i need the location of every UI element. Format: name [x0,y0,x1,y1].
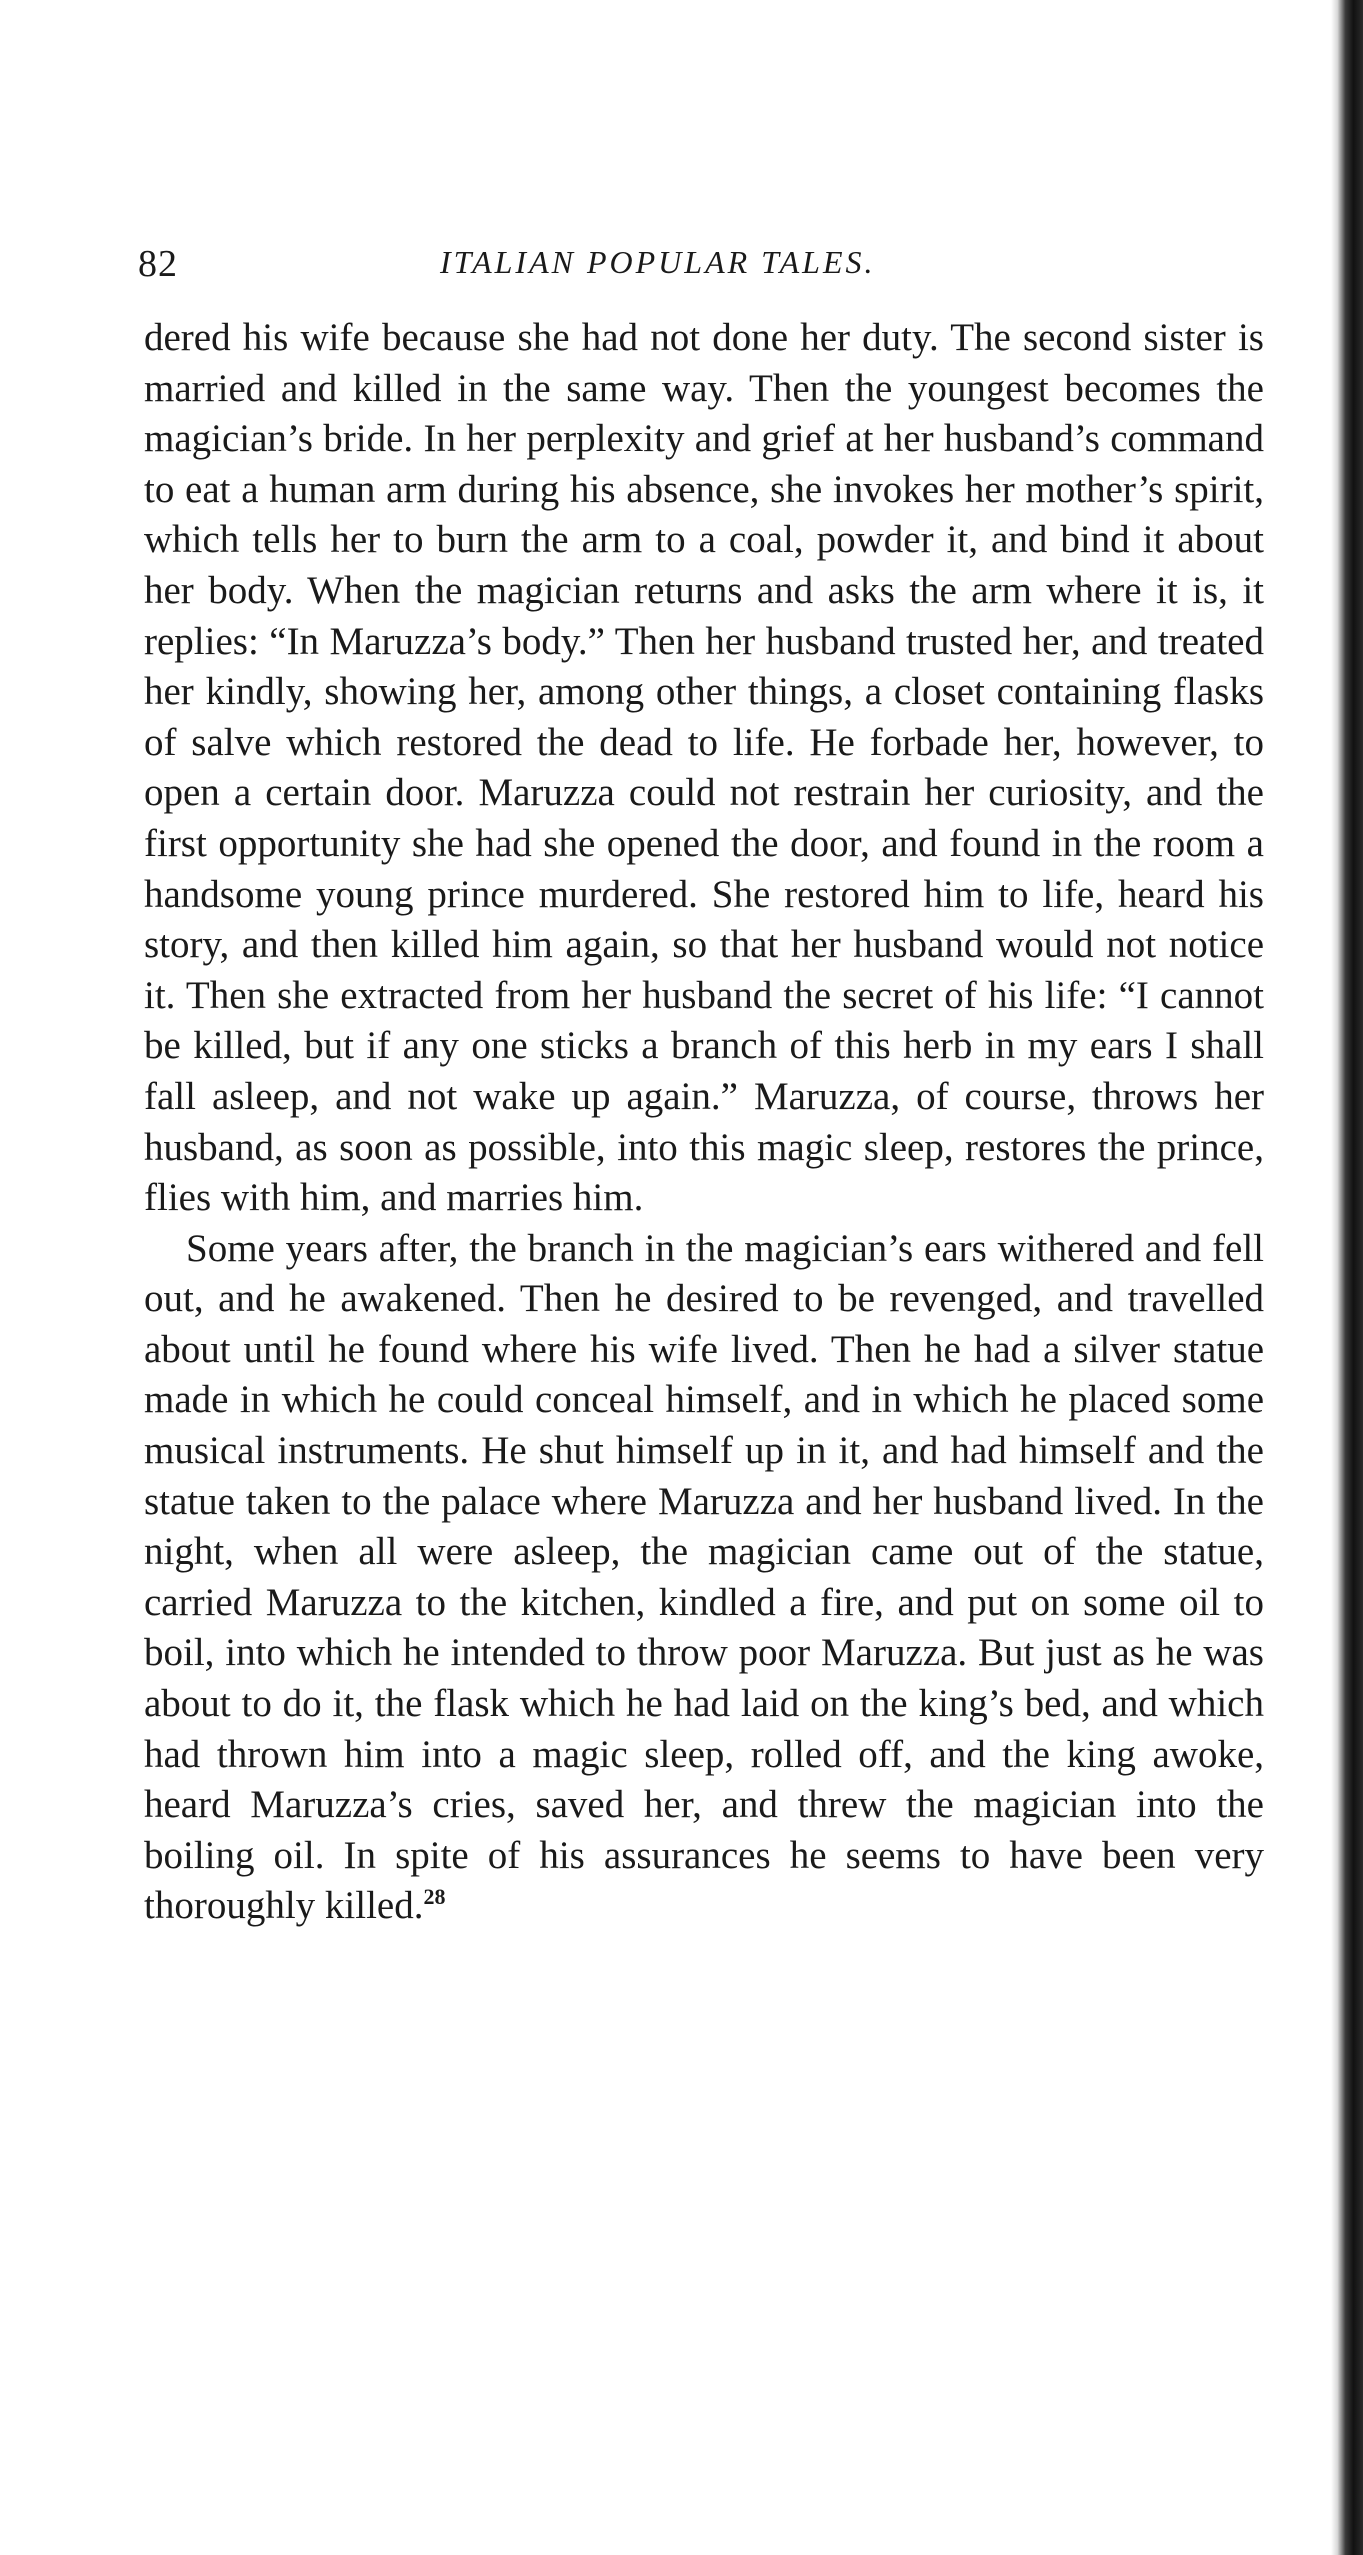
paragraph-1: dered his wife because she had not done her duty. The second sister is married and killed in the same way. Then the youngest becomes the magician’s bride. In her perplexity and grief at her husband’s command to eat a human arm during his absence, she invokes her mother’s spirit, which tells her to burn the arm to a coal, powder it, and bind it about her body. When the magician returns and asks the arm where it is, it replies: “In Maruzza’s body.” Then her husband trusted her, and treated her kindly, showing her, among other things, a closet containing flasks of salve which restored the dead to life. He forbade her, however, to open a certain door. Maruzza could not restrain her curiosity, and the first opportunity she had she opened the door, and found in the room a handsome young prince murdered. She restored him to life, heard his story, and then killed him again, so that her husband would not notice it. Then she extracted from her husband the secret of his life: “I cannot be killed, but if any one sticks a branch of this herb in my ears I shall fall asleep, and not wake up again.” Maruzza, of course, throws her husband, as soon as possible, into this magic sleep, restores the prince, flies with him, and marries him. [144,316,1264,1220]
page-header [138,242,1268,292]
paragraph-2-text: Some years after, the branch in the magician’s ears withered and fell out, and he awakened. Then he desired to be revenged, and travelled about until he found where his wife lived. Then he had a silver statue made in which he could conceal himself, and in which he placed some musical instruments. He shut himself up in it, and had himself and the statue taken to the palace where Maruzza and her husband lived. In the night, when all were asleep, the magician came out of the statue, carried Maruzza to the kitchen, kindled a fire, and put on some oil to boil, into which he intended to throw poor Maruzza. But just as he was about to do it, the flask which he had laid on the king’s bed, and which had thrown him into a magic sleep, rolled off, and the king awoke, heard Maruzza’s cries, saved her, and threw the magician into the boiling oil. In spite of his assurances he seems to have been very thoroughly killed. [144,1226,1264,1928]
paragraph-2 [144,1224,1264,1932]
running-title: ITALIAN POPULAR TALES. [440,244,876,280]
page-edge-shadow [1331,0,1363,2555]
page-number: 82 [138,243,178,285]
body-text [144,313,1264,1932]
footnote-reference[interactable]: 28 [423,1884,446,1910]
